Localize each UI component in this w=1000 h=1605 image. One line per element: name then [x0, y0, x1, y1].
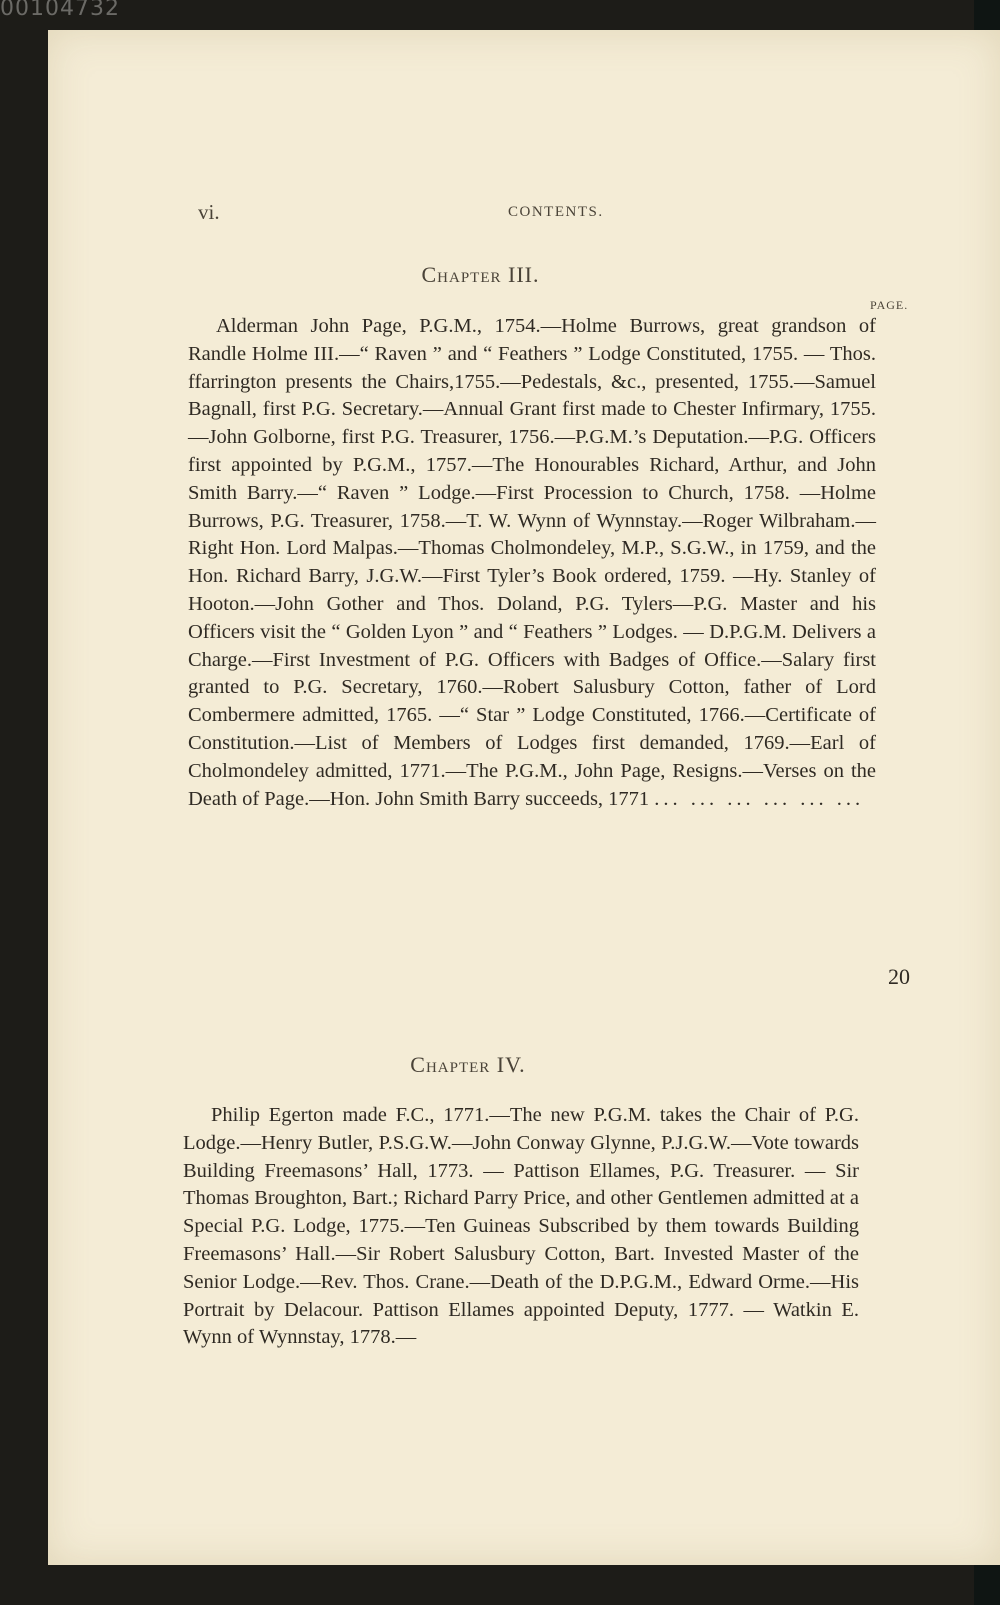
running-head	[48, 200, 1000, 224]
page-column-label: PAGE.	[870, 298, 909, 312]
chapter-3-text: Alderman John Page, P.G.M., 1754.—Holme Burrows, great grandson of Randle Holme III.—“ Raven ” and “ Feathers ” Lodge Constituted, 1755. — Thos. ffarrington presents the Chairs,1755.—Pedestals, &c., presented, 1755.—Samuel Bagnall, first P.G. Secretary.—Annual Grant first made to Chester Infirmary, 1755.—John Golborne, first P.G. Treasurer, 1756.—P.G.M.’s Deputation.—P.G. Officers first appointed by P.G.M., 1757.—The Honourables Richard, Arthur, and John Smith Barry.—“ Raven ” Lodge.—First Procession to Church, 1758. —Holme Burrows, P.G. Treasurer, 1758.—T. W. Wynn of Wynnstay.—Roger Wilbraham.—Right Hon. Lord Malpas.—Thomas Cholmondeley, M.P., S.G.W., in 1759, and the Hon. Richard Barry, J.G.W.—First Tyler’s Book ordered, 1759. —Hy. Stanley of Hooton.—John Gother and Thos. Doland, P.G. Tylers—P.G. Master and his Officers visit the “ Golden Lyon ” and “ Feathers ” Lodges. — D.P.G.M. Delivers a Charge.—First Investment of P.G. Officers with Badges of Office.—Salary first granted to P.G. Secretary, 1760.—Robert Salusbury Cotton, father of Lord Combermere admitted, 1765. —“ Star ” Lodge Constituted, 1766.—Certificate of Constitution.—List of Members of Lodges first demanded, 1769.—Earl of Cholmondeley admitted, 1771.—The P.G.M., John Page, Resigns.—Verses on the Death of Page.—Hon. John Smith Barry succeeds, 1771	[188, 315, 876, 810]
book-page	[48, 30, 1000, 1565]
chapter-3-heading: Chapter III.	[421, 262, 540, 287]
chapter-3-summary	[188, 313, 876, 813]
chapter-4-text: Philip Egerton made F.C., 1771.—The new P.G.M. takes the Chair of P.G. Lodge.—Henry Butler, P.S.G.W.—John Conway Glynne, P.J.G.W.—Vote towards Building Freemasons’ Hall, 1773. — Pattison Ellames, P.G. Treasurer. — Sir Thomas Broughton, Bart.; Richard Parry Price, and other Gentlemen admitted at a Special P.G. Lodge, 1775.—Ten Guineas Subscribed by them towards Building Freemasons’ Hall.—Sir Robert Salusbury Cotton, Bart. Invested Master of the Senior Lodge.—Rev. Thos. Crane.—Death of the D.P.G.M., Edward Orme.—His Portrait by Delacour. Pattison Ellames appointed Deputy, 1777. — Watkin E. Wynn of Wynnstay, 1778.—	[183, 1104, 859, 1349]
chapter-3-page-ref: 20	[888, 964, 910, 989]
chapter-4-summary	[183, 1102, 859, 1352]
scan-id-label: 00104732	[0, 0, 120, 21]
running-title: CONTENTS.	[508, 204, 604, 220]
chapter-3-leaders: ... ... ... ... ... ...	[654, 787, 865, 810]
chapter-4-heading: Chapter IV.	[410, 1052, 526, 1077]
page-number: vi.	[198, 200, 220, 224]
